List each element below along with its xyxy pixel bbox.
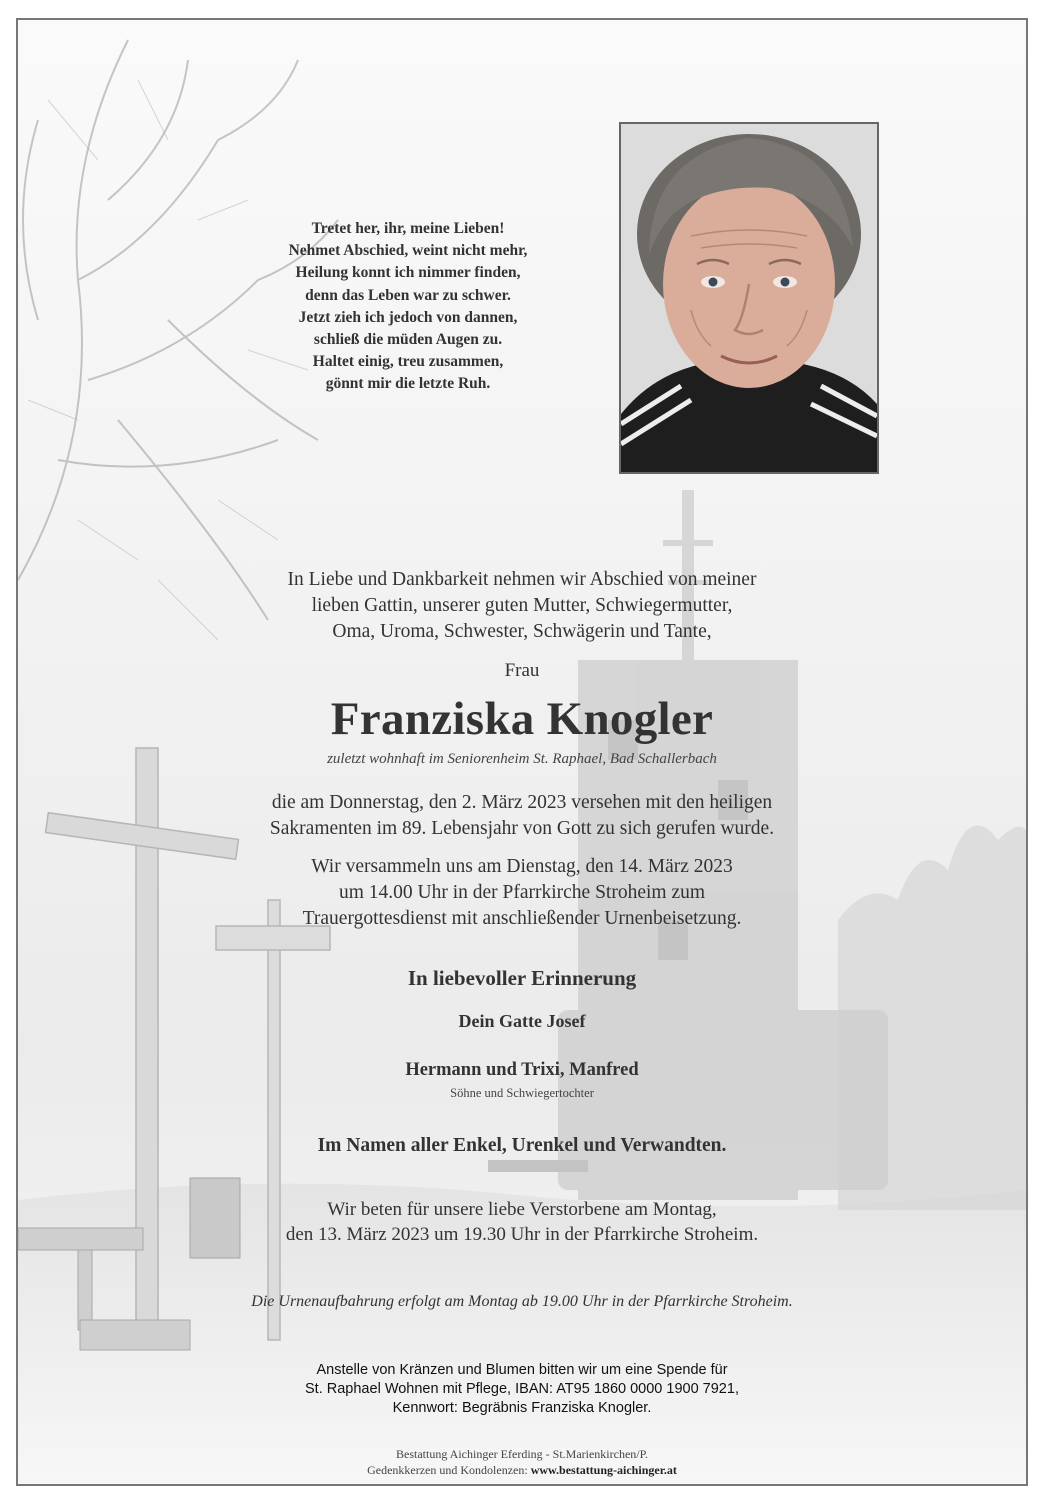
poem-line: schließ die müden Augen zu. bbox=[313, 331, 503, 349]
prayer-line: Wir beten für unsere liebe Verstorbene am Montag, bbox=[327, 1199, 717, 1220]
condolence-label: Gedenkkerzen und Kondolenzen: bbox=[367, 1463, 528, 1477]
undertaker-website-link[interactable]: www.bestattung-aichinger.at bbox=[530, 1463, 677, 1477]
salutation: Frau bbox=[504, 660, 540, 681]
donation-line: Anstelle von Kränzen und Blumen bitten wir um eine Spende für bbox=[316, 1362, 728, 1378]
prayer-line: den 13. März 2023 um 19.30 Uhr in der Pfarrkirche Stroheim. bbox=[285, 1224, 759, 1245]
deceased-residence: zuletzt wohnhaft im Seniorenheim St. Raphael, Bad Schallerbach bbox=[327, 751, 717, 767]
poem-line: Tretet her, ihr, meine Lieben! bbox=[311, 220, 505, 237]
funeral-line: um 14.00 Uhr in der Pfarrkirche Stroheim zum bbox=[338, 882, 706, 903]
obituary-frame bbox=[16, 18, 1028, 1486]
death-notice-line: Sakramenten im 89. Lebensjahr von Gott zu sich gerufen wurde. bbox=[269, 818, 775, 839]
intro-line: Oma, Uroma, Schwester, Schwägerin und Tante, bbox=[332, 621, 712, 642]
deceased-name: Franziska Knogler bbox=[330, 693, 714, 745]
mourner-children: Hermann und Trixi, Manfred bbox=[405, 1060, 639, 1080]
poem-line: Heilung konnt ich nimmer finden, bbox=[295, 264, 521, 282]
urn-viewing-note: Die Urnenaufbahrung erfolgt am Montag ab 19.00 Uhr in der Pfarrkirche Stroheim. bbox=[251, 1293, 793, 1310]
portrait-image bbox=[621, 124, 877, 472]
undertaker-footer bbox=[18, 1446, 1026, 1478]
intro-line: lieben Gattin, unserer guten Mutter, Schwiegermutter, bbox=[311, 595, 733, 616]
prayer-details bbox=[18, 1197, 1026, 1247]
funeral-line: Trauergottesdienst mit anschließender Urnenbeisetzung. bbox=[302, 908, 742, 929]
mourner-others: Im Namen aller Enkel, Urenkel und Verwandten. bbox=[317, 1135, 727, 1156]
poem bbox=[218, 218, 598, 396]
poem-line: Haltet einig, treu zusammen, bbox=[312, 353, 504, 371]
funeral-details bbox=[18, 854, 1026, 932]
death-notice bbox=[18, 790, 1026, 842]
death-notice-line: die am Donnerstag, den 2. März 2023 versehen mit den heiligen bbox=[271, 792, 773, 813]
poem-line: gönnt mir die letzte Ruh. bbox=[325, 375, 491, 393]
intro-line: In Liebe und Dankbarkeit nehmen wir Abschied von meiner bbox=[287, 569, 757, 590]
donation-line: St. Raphael Wohnen mit Pflege, IBAN: AT95 1860 0000 1900 7921, bbox=[305, 1381, 739, 1397]
donation-line: Kennwort: Begräbnis Franziska Knogler. bbox=[392, 1400, 652, 1416]
poem-line: denn das Leben war zu schwer. bbox=[305, 286, 511, 304]
portrait-photo bbox=[619, 122, 879, 474]
obituary-content bbox=[18, 20, 1026, 1484]
donation-request bbox=[18, 1361, 1026, 1418]
funeral-line: Wir versammeln uns am Dienstag, den 14. März 2023 bbox=[311, 856, 733, 877]
memory-heading: In liebevoller Erinnerung bbox=[407, 966, 637, 990]
undertaker-name: Bestattung Aichinger Eferding - St.Marienkirchen/P. bbox=[396, 1447, 648, 1461]
condolence-line bbox=[18, 1462, 1026, 1478]
poem-line: Nehmet Abschied, weint nicht mehr, bbox=[288, 242, 528, 260]
mourner-children-relation: Söhne und Schwiegertochter bbox=[450, 1086, 594, 1100]
farewell-intro bbox=[18, 567, 1026, 645]
poem-line: Jetzt zieh ich jedoch von dannen, bbox=[298, 308, 518, 326]
mourner-spouse: Dein Gatte Josef bbox=[458, 1011, 586, 1031]
